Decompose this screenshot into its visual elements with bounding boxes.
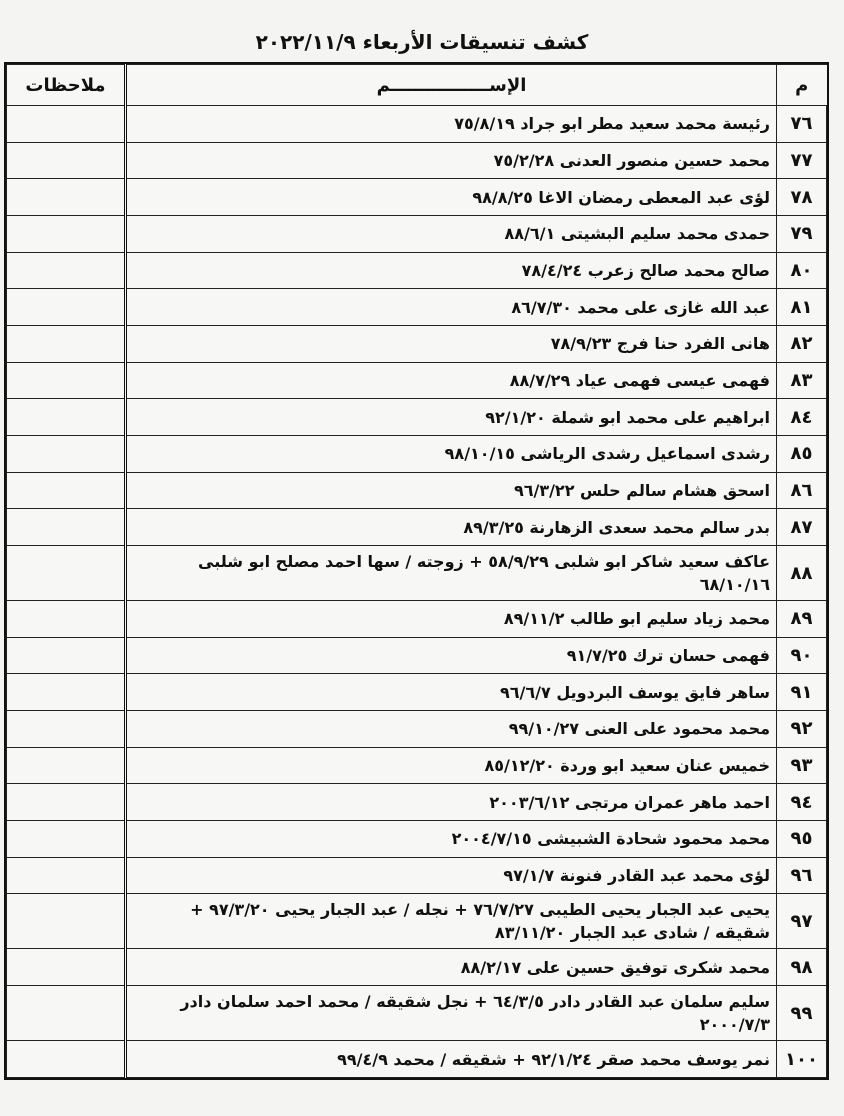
row-number: ٨٨	[777, 546, 827, 601]
row-notes	[7, 472, 126, 509]
row-notes	[7, 821, 126, 858]
row-number: ٧٧	[777, 142, 827, 179]
row-notes	[7, 142, 126, 179]
row-number: ٧٦	[777, 106, 827, 143]
row-name: لؤى عبد المعطى رمضان الاغا ٩٨/٨/٢٥	[126, 179, 777, 216]
row-number: ٩٠	[777, 637, 827, 674]
row-number: ٧٨	[777, 179, 827, 216]
table-row	[7, 216, 827, 253]
row-notes	[7, 747, 126, 784]
table-row	[7, 399, 827, 436]
row-number: ٨١	[777, 289, 827, 326]
row-notes	[7, 179, 126, 216]
names-table	[6, 64, 827, 1078]
table-header-row	[7, 65, 827, 106]
row-notes	[7, 1041, 126, 1078]
row-name: خميس عنان سعيد ابو وردة ٨٥/١٢/٢٠	[126, 747, 777, 784]
row-name: هانى الفرد حنا فرج ٧٨/٩/٢٣	[126, 326, 777, 363]
row-notes	[7, 674, 126, 711]
row-notes	[7, 711, 126, 748]
row-name: محمد حسين منصور العدنى ٧٥/٢/٢٨	[126, 142, 777, 179]
names-table-frame	[4, 62, 829, 1080]
row-notes	[7, 949, 126, 986]
row-number: ٩٤	[777, 784, 827, 821]
row-notes	[7, 326, 126, 363]
row-notes	[7, 252, 126, 289]
table-row	[7, 986, 827, 1041]
table-row	[7, 436, 827, 473]
table-row	[7, 949, 827, 986]
table-row	[7, 142, 827, 179]
row-notes	[7, 362, 126, 399]
row-number: ٧٩	[777, 216, 827, 253]
row-name: محمد زياد سليم ابو طالب ٨٩/١١/٢	[126, 601, 777, 638]
row-name: لؤى محمد عبد القادر فنونة ٩٧/١/٧	[126, 857, 777, 894]
table-row	[7, 362, 827, 399]
row-notes	[7, 216, 126, 253]
row-name: صالح محمد صالح زعرب ٧٨/٤/٢٤	[126, 252, 777, 289]
row-name: بدر سالم محمد سعدى الزهارنة ٨٩/٣/٢٥	[126, 509, 777, 546]
row-name: حمدى محمد سليم البشيتى ٨٨/٦/١	[126, 216, 777, 253]
table-row	[7, 1041, 827, 1078]
row-number: ٩٣	[777, 747, 827, 784]
row-name: احمد ماهر عمران مرتجى ٢٠٠٣/٦/١٢	[126, 784, 777, 821]
row-name: محمد محمود على العنى ٩٩/١٠/٢٧	[126, 711, 777, 748]
row-notes	[7, 289, 126, 326]
row-number: ٩٨	[777, 949, 827, 986]
row-name: محمد شكرى توفيق حسين على ٨٨/٢/١٧	[126, 949, 777, 986]
row-number: ٨٠	[777, 252, 827, 289]
row-notes	[7, 546, 126, 601]
row-name: عبد الله غازى على محمد ٨٦/٧/٣٠	[126, 289, 777, 326]
row-notes	[7, 986, 126, 1041]
row-name: ساهر فايق يوسف البردويل ٩٦/٦/٧	[126, 674, 777, 711]
table-row	[7, 326, 827, 363]
row-number: ٩٥	[777, 821, 827, 858]
table-row	[7, 289, 827, 326]
table-row	[7, 747, 827, 784]
table-row	[7, 711, 827, 748]
row-name: سليم سلمان عبد القادر دادر ٦٤/٣/٥ + نجل شقيقه / محمد احمد سلمان دادر ٢٠٠٠/٧/٣	[126, 986, 777, 1041]
row-number: ٨٩	[777, 601, 827, 638]
row-name: رشدى اسماعيل رشدى الرياشى ٩٨/١٠/١٥	[126, 436, 777, 473]
row-name: عاكف سعيد شاكر ابو شلبى ٥٨/٩/٢٩ + زوجته / سها احمد مصلح ابو شلبى ٦٨/١٠/١٦	[126, 546, 777, 601]
row-number: ١٠٠	[777, 1041, 827, 1078]
row-number: ٩٧	[777, 894, 827, 949]
row-notes	[7, 106, 126, 143]
table-row	[7, 601, 827, 638]
row-name: فهمى حسان ترك ٩١/٧/٢٥	[126, 637, 777, 674]
header-name: الإســــــــــــــــم	[126, 65, 777, 106]
row-notes	[7, 784, 126, 821]
row-name: يحيى عبد الجبار يحيى الطيبى ٧٦/٧/٢٧ + نجله / عبد الجبار يحيى ٩٧/٣/٢٠ + شقيقه / شادى عبد الجبار ٨٣/١١/٢٠	[126, 894, 777, 949]
row-name: فهمى عيسى فهمى عياد ٨٨/٧/٢٩	[126, 362, 777, 399]
table-row	[7, 252, 827, 289]
row-number: ٩٢	[777, 711, 827, 748]
row-notes	[7, 601, 126, 638]
row-number: ٨٦	[777, 472, 827, 509]
table-row	[7, 821, 827, 858]
table-row	[7, 784, 827, 821]
table-row	[7, 106, 827, 143]
table-row	[7, 509, 827, 546]
document-title: كشف تنسيقات الأربعاء ٢٠٢٢/١١/٩	[255, 30, 589, 54]
row-number: ٩١	[777, 674, 827, 711]
table-row	[7, 894, 827, 949]
row-notes	[7, 637, 126, 674]
row-number: ٨٧	[777, 509, 827, 546]
table-row	[7, 546, 827, 601]
header-notes: ملاحظات	[7, 65, 126, 106]
row-name: رئيسة محمد سعيد مطر ابو جراد ٧٥/٨/١٩	[126, 106, 777, 143]
row-name: نمر يوسف محمد صقر ٩٢/١/٢٤ + شقيقه / محمد ٩٩/٤/٩	[126, 1041, 777, 1078]
header-number: م	[777, 65, 827, 106]
row-number: ٨٤	[777, 399, 827, 436]
row-name: ابراهيم على محمد ابو شملة ٩٢/١/٢٠	[126, 399, 777, 436]
row-notes	[7, 509, 126, 546]
row-number: ٩٦	[777, 857, 827, 894]
row-name: محمد محمود شحادة الشبيشى ٢٠٠٤/٧/١٥	[126, 821, 777, 858]
table-row	[7, 857, 827, 894]
table-row	[7, 637, 827, 674]
row-number: ٨٢	[777, 326, 827, 363]
table-row	[7, 472, 827, 509]
row-notes	[7, 399, 126, 436]
table-row	[7, 179, 827, 216]
row-notes	[7, 894, 126, 949]
row-notes	[7, 857, 126, 894]
row-notes	[7, 436, 126, 473]
row-number: ٩٩	[777, 986, 827, 1041]
table-row	[7, 674, 827, 711]
row-number: ٨٣	[777, 362, 827, 399]
row-number: ٨٥	[777, 436, 827, 473]
row-name: اسحق هشام سالم حلس ٩٦/٣/٢٢	[126, 472, 777, 509]
